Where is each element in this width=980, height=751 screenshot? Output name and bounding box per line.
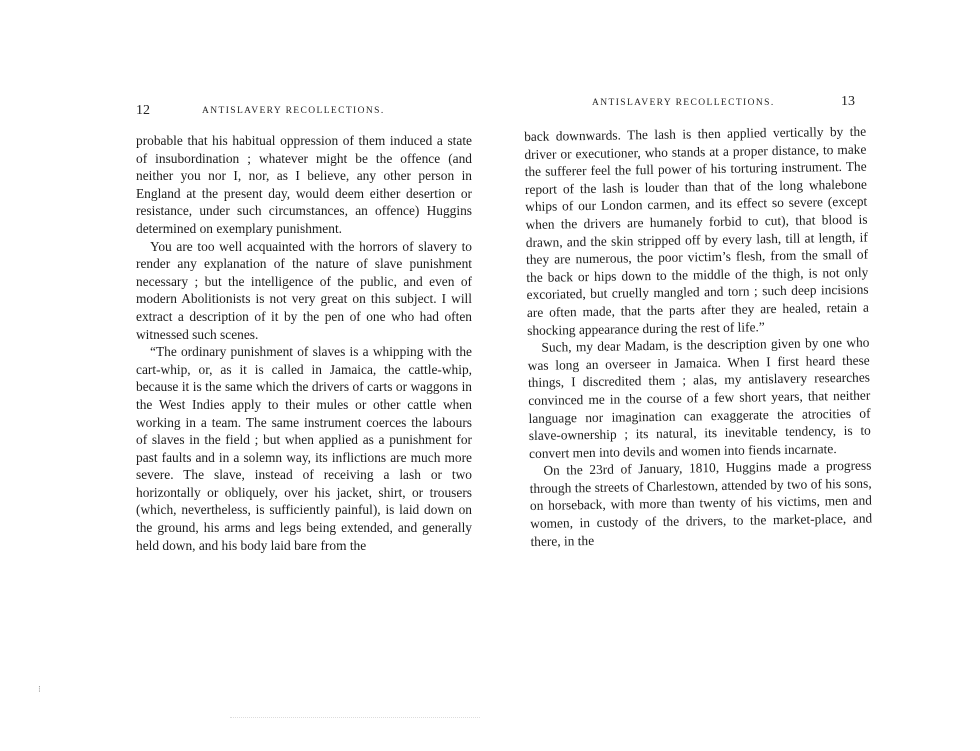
margin-mark: ⁝ — [38, 684, 41, 694]
paragraph: probable that his habitual oppression of them induced a state of insubordination ; whatever might be the offence (and neither you nor I, nor, as I believe, any other person in England at the present day, would deem either desertion or resistance, under such circumstances, an offence) Huggins determined on exemplary punishment. — [136, 133, 472, 236]
paragraph: You are too well acquainted with the horrors of slavery to render any explanation of the nature of slave punishment necessary ; but the intelligence of the public, and even of modern Abolitionists is not very great on this subject. I will extract a description of it by the pen of one who had often witnessed such scenes. — [136, 238, 472, 342]
page-number: 13 — [841, 94, 855, 109]
running-head: ANTISLAVERY RECOLLECTIONS. — [202, 106, 385, 116]
body-text — [524, 123, 873, 551]
scan-specks — [230, 713, 480, 718]
paragraph: Such, my dear Madam, is the description given by one who was long an overseer in Jamaica. When I first heard these things, I discredited them ; alas, my antislavery researches convinced me in the course of a few short years, that neither language nor imagination can exaggerate the atrocities of slave-ownership ; its natural, its inevitable tendency, is to convert men into devils and women into fiends incarnate. — [527, 334, 871, 461]
quotation-paragraph: back downwards. The lash is then applied vertically by the driver or executioner, who stands at a proper distance, to make the sufferer feel the full power of his torturing instrument. The report of the lash is louder than that of the long whalebone whips of our London carmen, and its effect so severe (except when the drivers are humanely forbid to cut), that blood is drawn, and the skin stripped off by every lash, till at length, if they are numerous, the poor victim’s flesh, from the small of the back or hips down to the middle of the thigh, is not only excoriated, but cruelly mangled and torn ; such deep incisions are often made, that the parts after they are healed, retain a shocking appearance during the rest of life.” — [524, 123, 869, 338]
paragraph: On the 23rd of January, 1810, Huggins made a progress through the streets of Charlestown, attended by two of his sons, on horseback, with more than twenty of his victims, men and women, in custody of the drivers, to the market-place, and there, in the — [529, 457, 873, 549]
right-page — [490, 0, 980, 751]
page-number: 12 — [136, 103, 150, 118]
running-head: ANTISLAVERY RECOLLECTIONS. — [592, 98, 775, 108]
quotation-paragraph: “The ordinary punishment of slaves is a whipping with the cart-whip, or, as it is called in Jamaica, the cattle-whip, because it is the same which the drivers of carts or waggons in the West Indies apply to their mules or other cattle when working in a team. The same instrument coerces the labours of slaves in the field ; but when applied as a punishment for past faults and in a solemn way, its inflictions are much more severe. The slave, instead of receiving a lash or two horizontally or obliquely, over his jacket, shirt, or trousers (which, nevertheless, is sufficiently painful), is laid down on the ground, his arms and legs being extended, and generally held down, and his body laid bare from the — [136, 344, 472, 553]
body-text — [136, 132, 472, 554]
